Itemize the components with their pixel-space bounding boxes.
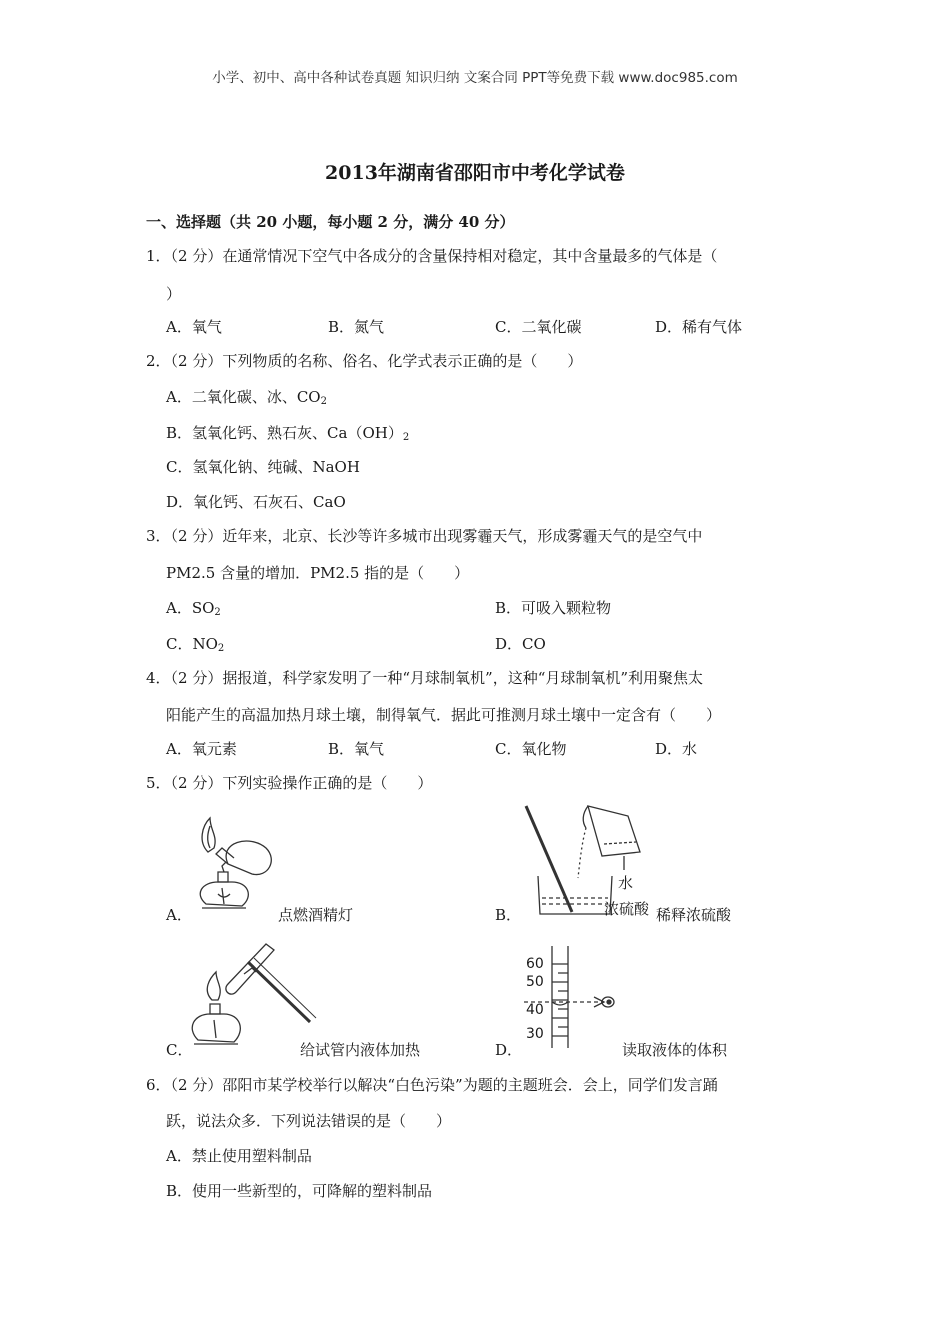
q1-stem: 1．（2 分）在通常情况下空气中各成分的含量保持相对稳定，其中含量最多的气体是（ bbox=[146, 247, 718, 265]
q3-stem-cont: PM2.5 含量的增加．PM2.5 指的是（ ） bbox=[166, 564, 470, 582]
q5-option-a-caption: 点燃酒精灯 bbox=[278, 906, 354, 924]
q5-option-d-tick-60: 60 bbox=[526, 956, 544, 972]
q4-stem: 4．（2 分）据报道，科学家发明了一种“月球制氧机”，这种“月球制氧机”利用聚焦太 bbox=[146, 669, 704, 687]
q1-stem-cont: ） bbox=[166, 285, 182, 303]
q5-option-b-caption: 稀释浓硫酸 bbox=[656, 906, 732, 924]
q5-option-d-tick-30: 30 bbox=[526, 1026, 544, 1042]
q5-option-b-acid-label: 浓硫酸 bbox=[604, 900, 650, 918]
q5-stem: 5．（2 分）下列实验操作正确的是（ ） bbox=[146, 774, 433, 792]
q2-option-b: B．氢氧化钙、熟石灰、$Ca(OH)_2$ bbox=[166, 424, 410, 443]
q5-option-b-letter: B． bbox=[495, 906, 522, 924]
q4-option-d: D．水 bbox=[655, 740, 698, 758]
q3-option-a: A．$SO_2$ bbox=[166, 599, 221, 618]
q4-option-b: B．氧气 bbox=[328, 740, 385, 758]
q5-option-d-caption: 读取液体的体积 bbox=[622, 1041, 728, 1059]
q5-option-a-letter: A． bbox=[166, 906, 192, 924]
q5-option-c-letter: C． bbox=[166, 1041, 193, 1059]
q6-stem-cont: 跃，说法众多．下列说法错误的是（ ） bbox=[166, 1112, 452, 1130]
q4-option-a: A．氧元素 bbox=[166, 740, 237, 758]
q2-stem: 2．（2 分）下列物质的名称、俗名、化学式表示正确的是（ ） bbox=[146, 352, 583, 370]
q5-option-d-tick-40: 40 bbox=[526, 1002, 544, 1018]
q3-option-d: D．CO bbox=[495, 635, 546, 653]
q5-option-d-tick-50: 50 bbox=[526, 974, 544, 990]
q4-stem-cont: 阳能产生的高温加热月球土壤，制得氧气．据此可推测月球土壤中一定含有（ ） bbox=[166, 706, 722, 724]
q6-stem: 6．（2 分）邵阳市某学校举行以解决“白色污染”为题的主题班会．会上，同学们发言踊 bbox=[146, 1076, 718, 1094]
q3-option-c: C．$NO_2$ bbox=[166, 635, 225, 654]
exam-title: 2013年湖南省邵阳市中考化学试卷 bbox=[325, 162, 625, 184]
q1-option-b: B．氮气 bbox=[328, 318, 385, 336]
q3-stem: 3．（2 分）近年来，北京、长沙等许多城市出现雾霾天气，形成雾霾天气的是空气中 bbox=[146, 527, 703, 545]
q2-option-c: C．氢氧化钠、纯碱、NaOH bbox=[166, 458, 360, 476]
q5-option-d-letter: D． bbox=[495, 1041, 523, 1059]
q1-option-c: C．二氧化碳 bbox=[495, 318, 582, 336]
q6-option-b: B．使用一些新型的，可降解的塑料制品 bbox=[166, 1182, 433, 1200]
page-header: 小学、初中、高中各种试卷真题 知识归纳 文案合同 PPT等免费下载 www.doc985.com bbox=[212, 70, 738, 86]
q3-option-b: B．可吸入颗粒物 bbox=[495, 599, 612, 617]
q1-option-d: D．稀有气体 bbox=[655, 318, 743, 336]
q5-option-b-water-label: 水 bbox=[618, 874, 634, 892]
q1-option-a: A．氧气 bbox=[166, 318, 222, 336]
section-heading: 一、选择题（共 20 小题，每小题 2 分，满分 40 分） bbox=[146, 213, 515, 231]
q2-option-a: A．二氧化碳、冰、$CO_2$ bbox=[166, 388, 327, 407]
q4-option-c: C．氧化物 bbox=[495, 740, 567, 758]
q6-option-a: A．禁止使用塑料制品 bbox=[166, 1147, 312, 1165]
q2-option-d: D．氧化钙、石灰石、CaO bbox=[166, 493, 346, 511]
q5-option-c-caption: 给试管内液体加热 bbox=[300, 1041, 421, 1059]
alcohol-lamp-lighting-figure bbox=[188, 812, 280, 920]
